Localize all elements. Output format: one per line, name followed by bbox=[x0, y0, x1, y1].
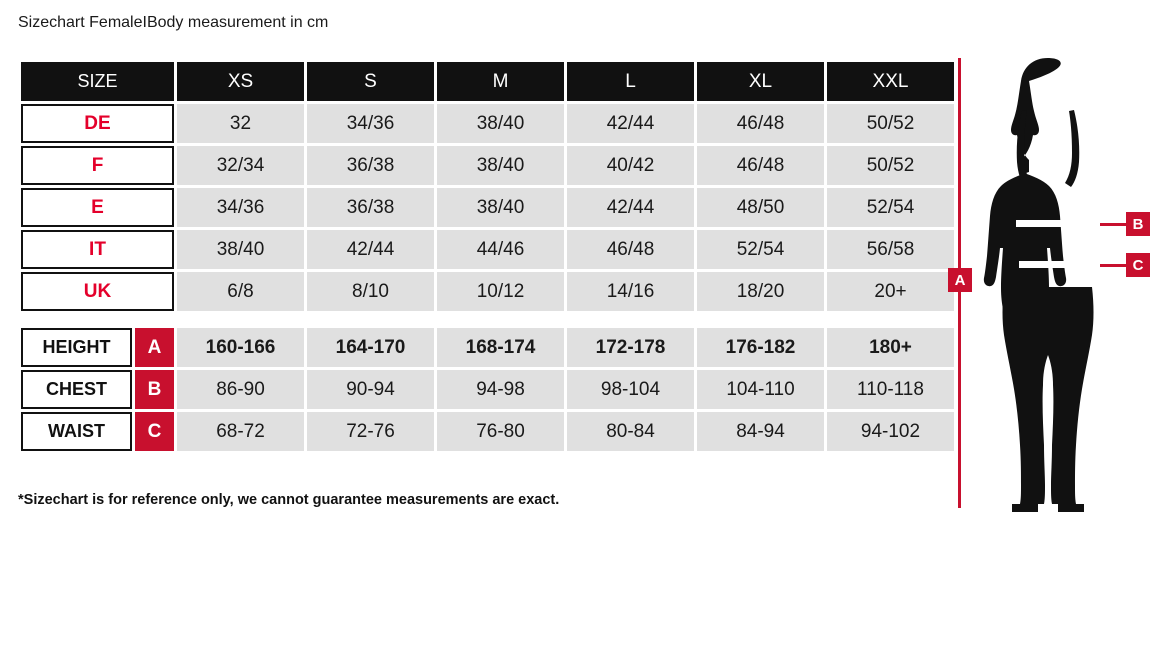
table-row bbox=[21, 104, 954, 143]
cell-de-m: 38/40 bbox=[437, 104, 564, 143]
cell-chest-xs: 86-90 bbox=[177, 370, 304, 409]
waist-marker: C bbox=[1126, 253, 1150, 277]
cell-height-m: 168-174 bbox=[437, 328, 564, 367]
cell-uk-xs: 6/8 bbox=[177, 272, 304, 311]
column-header-xxl: XXL bbox=[827, 62, 954, 101]
cell-chest-l: 98-104 bbox=[567, 370, 694, 409]
measurement-label-cell-waist bbox=[21, 412, 174, 451]
column-header-xs: XS bbox=[177, 62, 304, 101]
measurement-label-wrap bbox=[21, 412, 174, 451]
cell-it-m: 44/46 bbox=[437, 230, 564, 269]
title-separator: I bbox=[142, 14, 147, 31]
cell-it-xxl: 56/58 bbox=[827, 230, 954, 269]
measurement-row bbox=[21, 328, 954, 367]
table-row bbox=[21, 272, 954, 311]
column-header-size: SIZE bbox=[21, 62, 174, 101]
column-header-s: S bbox=[307, 62, 434, 101]
cell-f-l: 40/42 bbox=[567, 146, 694, 185]
measurement-label-waist: WAIST bbox=[21, 412, 132, 451]
row-label-it: IT bbox=[21, 230, 174, 269]
measurement-label-wrap bbox=[21, 328, 174, 367]
cell-f-xxl: 50/52 bbox=[827, 146, 954, 185]
cell-uk-l: 14/16 bbox=[567, 272, 694, 311]
cell-it-xs: 38/40 bbox=[177, 230, 304, 269]
table-row bbox=[21, 146, 954, 185]
page-title bbox=[18, 14, 328, 32]
title-subtitle: Body measurement in cm bbox=[146, 14, 329, 31]
cell-de-s: 34/36 bbox=[307, 104, 434, 143]
column-header-l: L bbox=[567, 62, 694, 101]
height-marker: A bbox=[948, 268, 972, 292]
cell-e-m: 38/40 bbox=[437, 188, 564, 227]
cell-uk-s: 8/10 bbox=[307, 272, 434, 311]
cell-e-s: 36/38 bbox=[307, 188, 434, 227]
column-header-m: M bbox=[437, 62, 564, 101]
cell-it-l: 46/48 bbox=[567, 230, 694, 269]
female-silhouette-icon bbox=[978, 52, 1118, 512]
cell-waist-xs: 68-72 bbox=[177, 412, 304, 451]
cell-f-xl: 46/48 bbox=[697, 146, 824, 185]
cell-chest-s: 90-94 bbox=[307, 370, 434, 409]
cell-e-l: 42/44 bbox=[567, 188, 694, 227]
cell-height-xs: 160-166 bbox=[177, 328, 304, 367]
cell-it-s: 42/44 bbox=[307, 230, 434, 269]
measurement-key-a: A bbox=[135, 328, 174, 367]
cell-height-xl: 176-182 bbox=[697, 328, 824, 367]
table-row bbox=[21, 230, 954, 269]
cell-de-xxl: 50/52 bbox=[827, 104, 954, 143]
cell-de-l: 42/44 bbox=[567, 104, 694, 143]
cell-de-xl: 46/48 bbox=[697, 104, 824, 143]
cell-e-xs: 34/36 bbox=[177, 188, 304, 227]
row-label-uk: UK bbox=[21, 272, 174, 311]
measurement-label-wrap bbox=[21, 370, 174, 409]
cell-height-xxl: 180+ bbox=[827, 328, 954, 367]
measurement-label-cell-height bbox=[21, 328, 174, 367]
cell-uk-m: 10/12 bbox=[437, 272, 564, 311]
chest-marker: B bbox=[1126, 212, 1150, 236]
cell-uk-xxl: 20+ bbox=[827, 272, 954, 311]
cell-uk-xl: 18/20 bbox=[697, 272, 824, 311]
row-label-e: E bbox=[21, 188, 174, 227]
row-label-f: F bbox=[21, 146, 174, 185]
cell-waist-s: 72-76 bbox=[307, 412, 434, 451]
table-spacer bbox=[21, 314, 954, 325]
cell-chest-xl: 104-110 bbox=[697, 370, 824, 409]
measurement-key-b: B bbox=[135, 370, 174, 409]
measurement-row bbox=[21, 412, 954, 451]
footnote: *Sizechart is for reference only, we cannot guarantee measurements are exact. bbox=[18, 492, 560, 508]
cell-waist-xl: 84-94 bbox=[697, 412, 824, 451]
measurement-label-chest: CHEST bbox=[21, 370, 132, 409]
cell-waist-xxl: 94-102 bbox=[827, 412, 954, 451]
cell-chest-m: 94-98 bbox=[437, 370, 564, 409]
title-main: Sizechart Female bbox=[18, 14, 143, 31]
cell-f-s: 36/38 bbox=[307, 146, 434, 185]
figure-panel bbox=[930, 52, 1160, 512]
table-spacer-cell bbox=[21, 314, 954, 325]
cell-waist-m: 76-80 bbox=[437, 412, 564, 451]
cell-f-xs: 32/34 bbox=[177, 146, 304, 185]
table-header-row bbox=[21, 62, 954, 101]
column-header-xl: XL bbox=[697, 62, 824, 101]
cell-f-m: 38/40 bbox=[437, 146, 564, 185]
cell-waist-l: 80-84 bbox=[567, 412, 694, 451]
measurement-key-c: C bbox=[135, 412, 174, 451]
table-row bbox=[21, 188, 954, 227]
row-label-de: DE bbox=[21, 104, 174, 143]
cell-height-l: 172-178 bbox=[567, 328, 694, 367]
cell-e-xl: 48/50 bbox=[697, 188, 824, 227]
cell-it-xl: 52/54 bbox=[697, 230, 824, 269]
cell-height-s: 164-170 bbox=[307, 328, 434, 367]
measurement-label-height: HEIGHT bbox=[21, 328, 132, 367]
cell-de-xs: 32 bbox=[177, 104, 304, 143]
cell-chest-xxl: 110-118 bbox=[827, 370, 954, 409]
measurement-label-cell-chest bbox=[21, 370, 174, 409]
sizechart-table bbox=[18, 59, 957, 454]
cell-e-xxl: 52/54 bbox=[827, 188, 954, 227]
measurement-row bbox=[21, 370, 954, 409]
